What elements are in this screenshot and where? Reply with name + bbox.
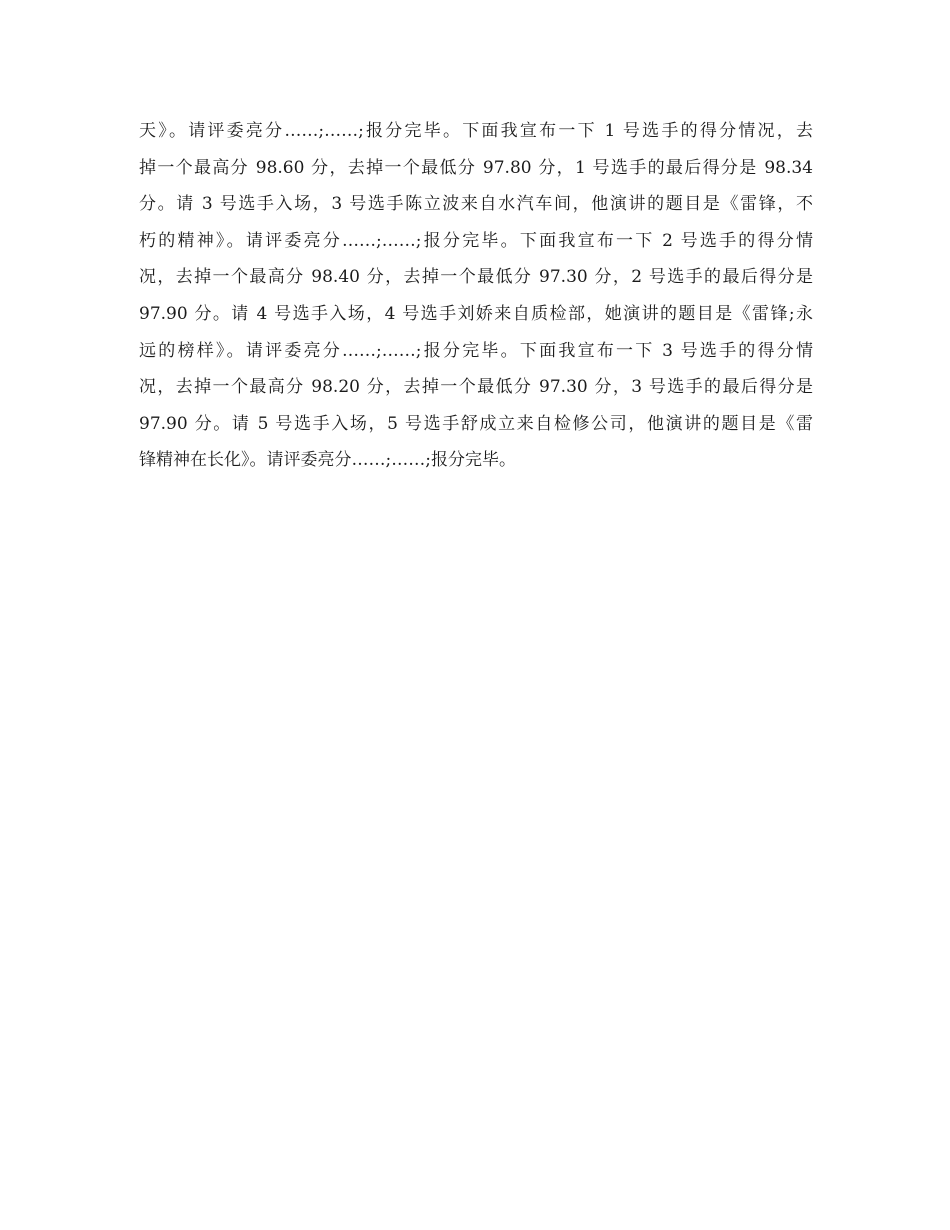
body-paragraph (139, 113, 813, 479)
text-line: 分。请 3 号选手入场，3 号选手陈立波来自水汽车间，他演讲的题目是《雷锋，不 (139, 194, 813, 215)
text-line: 朽的精神》。请评委亮分……;……;报分完毕。下面我宣布一下 2 号选手的得分情 (139, 230, 813, 251)
text-line: 况，去掉一个最高分 98.20 分，去掉一个最低分 97.30 分，3 号选手的最后得分是 (139, 377, 813, 398)
text-line: 97.90 分。请 5 号选手入场，5 号选手舒成立来自检修公司，他演讲的题目是《雷 (139, 413, 813, 434)
text-line: 况，去掉一个最高分 98.40 分，去掉一个最低分 97.30 分，2 号选手的最后得分是 (139, 267, 813, 288)
text-line: 97.90 分。请 4 号选手入场，4 号选手刘娇来自质检部，她演讲的题目是《雷锋;永 (139, 303, 813, 324)
text-line: 锋精神在长化》。请评委亮分……;……;报分完毕。 (139, 450, 516, 471)
text-line: 掉一个最高分 98.60 分，去掉一个最低分 97.80 分，1 号选手的最后得分是 98.34 (139, 157, 813, 178)
text-line: 天》。请评委亮分……;……;报分完毕。下面我宣布一下 1 号选手的得分情况，去 (139, 121, 813, 141)
text-line: 远的榜样》。请评委亮分……;……;报分完毕。下面我宣布一下 3 号选手的得分情 (139, 340, 813, 361)
